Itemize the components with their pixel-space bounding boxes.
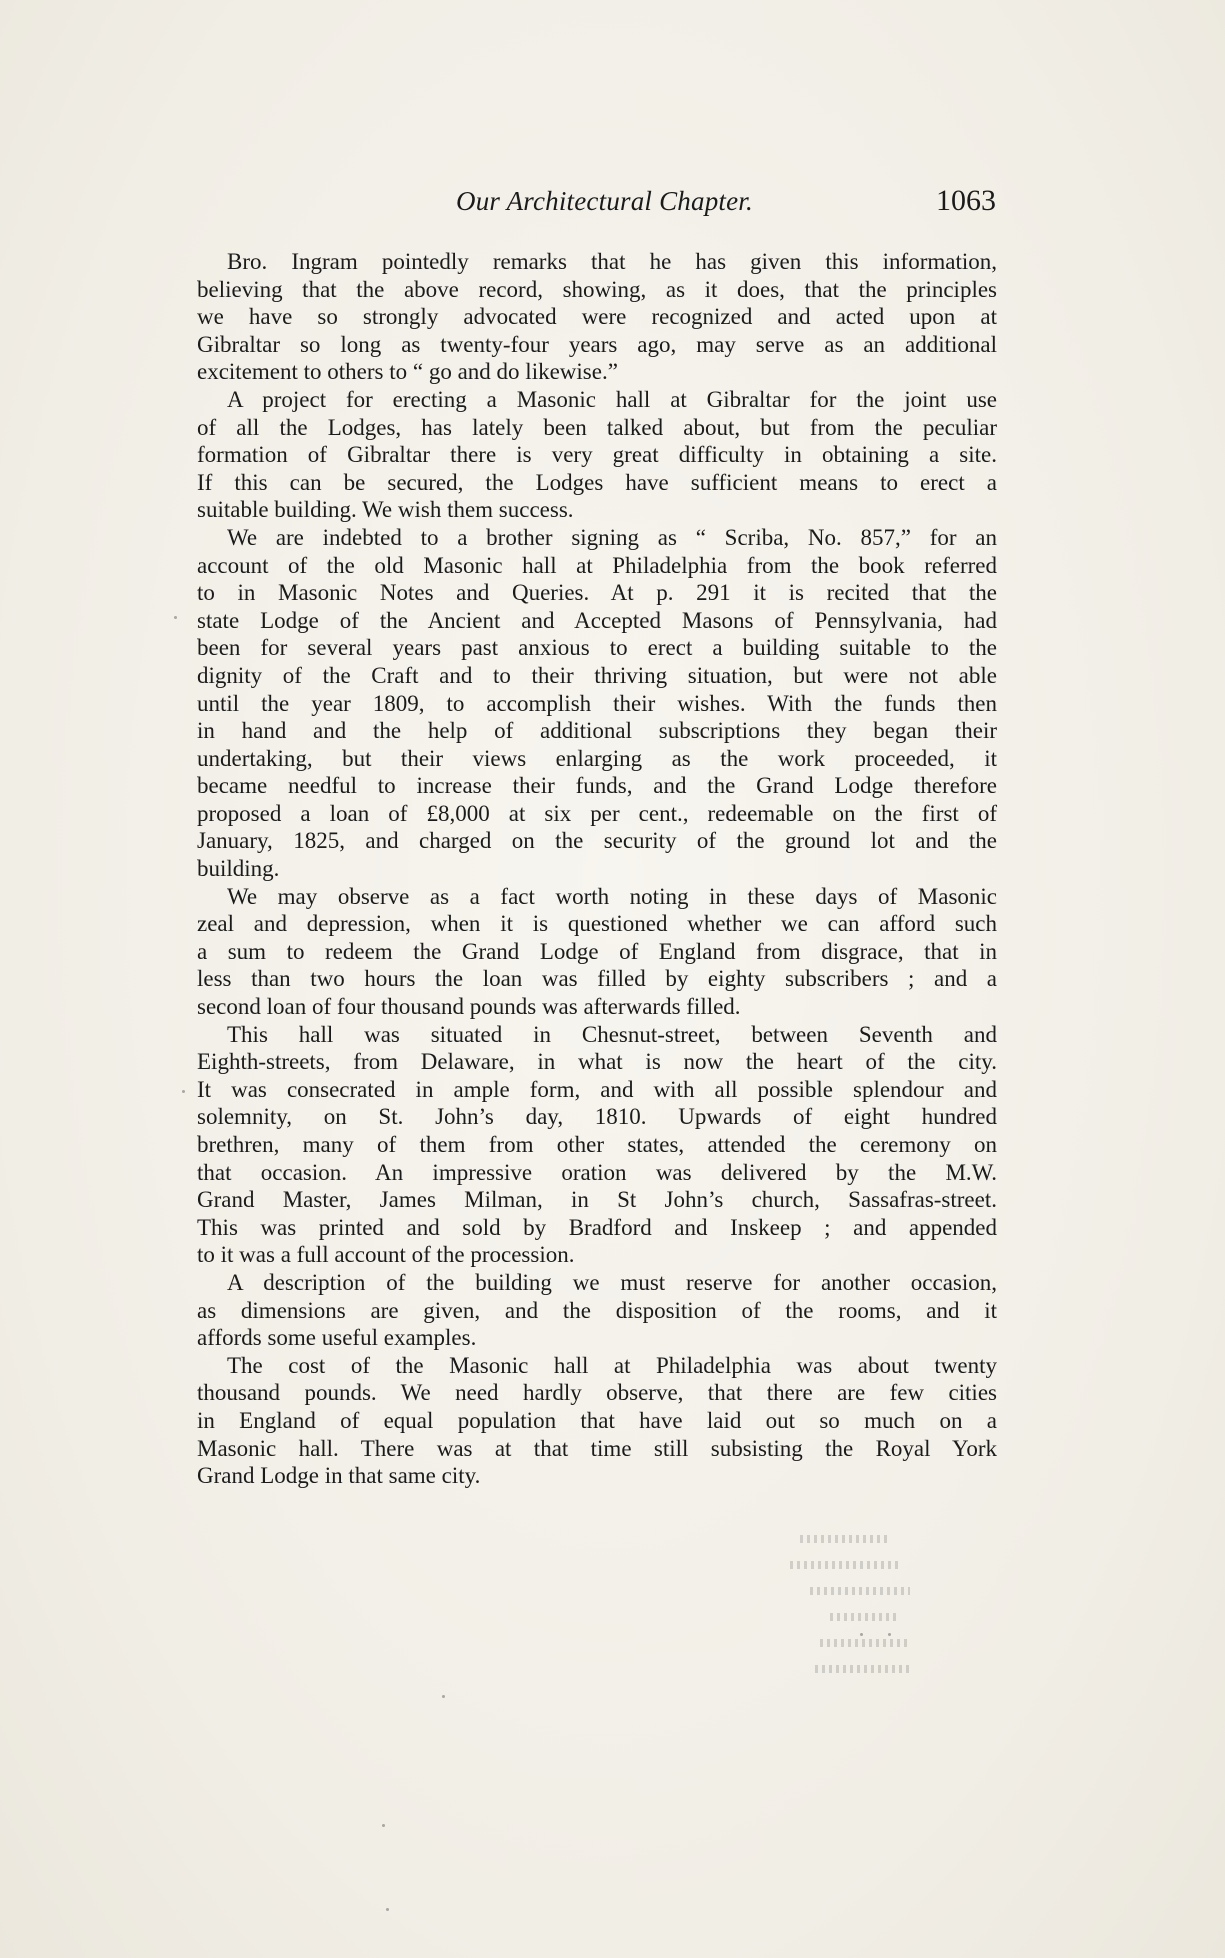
text-line: A description of the building we must reserve for another occasion, bbox=[227, 1269, 997, 1295]
text-line: a sum to redeem the Grand Lodge of England from disgrace, that in bbox=[197, 938, 997, 964]
text-line: in England of equal population that have laid out so much on a bbox=[197, 1407, 997, 1433]
text-line: until the year 1809, to accomplish their wishes. With the funds then bbox=[197, 690, 997, 716]
text-line: dignity of the Craft and to their thriving situation, but were not able bbox=[197, 662, 997, 688]
text-line: state Lodge of the Ancient and Accepted Masons of Pennsylvania, had bbox=[197, 607, 997, 633]
text-line: It was consecrated in ample form, and with all possible splendour and bbox=[197, 1076, 997, 1102]
text-line: as dimensions are given, and the disposition of the rooms, and it bbox=[197, 1297, 997, 1323]
text-line: If this can be secured, the Lodges have sufficient means to erect a bbox=[197, 469, 997, 495]
text-line: We are indebted to a brother signing as “ Scriba, No. 857,” for an bbox=[227, 524, 997, 550]
text-line: Bro. Ingram pointedly remarks that he has given this information, bbox=[227, 249, 997, 274]
text-line: zeal and depression, when it is questioned whether we can afford such bbox=[197, 911, 997, 937]
running-title: Our Architectural Chapter. bbox=[456, 186, 753, 216]
text-line: Masonic hall. There was at that time still subsisting the Royal York bbox=[197, 1435, 997, 1461]
text-line: A project for erecting a Masonic hall at Gibraltar for the joint use bbox=[227, 386, 997, 412]
text-line: that occasion. An impressive oration was delivered by the M.W. bbox=[197, 1159, 997, 1185]
text-line: The cost of the Masonic hall at Philadelphia was about twenty bbox=[227, 1352, 997, 1378]
speck bbox=[442, 1695, 445, 1698]
text-line: Grand Master, James Milman, in St John’s church, Sassafras-street. bbox=[197, 1187, 997, 1213]
text-line: affords some useful examples. bbox=[197, 1325, 477, 1351]
text-line: formation of Gibraltar there is very great difficulty in obtaining a site. bbox=[197, 442, 997, 468]
text-line: building. bbox=[197, 856, 280, 882]
text-line: we have so strongly advocated were recognized and acted upon at bbox=[197, 304, 997, 330]
show-through-marks bbox=[790, 1535, 990, 1775]
text-line: Gibraltar so long as twenty-four years ago, may serve as an additional bbox=[197, 331, 997, 357]
text-line: proposed a loan of £8,000 at six per cent., redeemable on the first of bbox=[197, 800, 997, 826]
text-line: undertaking, but their views enlarging as the work proceeded, it bbox=[197, 745, 997, 771]
text-line: of all the Lodges, has lately been talked about, but from the peculiar bbox=[197, 414, 997, 440]
text-line: to it was a full account of the procession. bbox=[197, 1242, 575, 1268]
speck bbox=[182, 1090, 185, 1093]
text-line: This hall was situated in Chesnut-street, between Seventh and bbox=[227, 1021, 997, 1047]
page-number: 1063 bbox=[936, 184, 996, 217]
text-line: excitement to others to “ go and do likewise.” bbox=[197, 359, 618, 385]
speck bbox=[174, 616, 177, 619]
speck bbox=[382, 1824, 385, 1827]
speck bbox=[386, 1908, 389, 1911]
text-line: became needful to increase their funds, and the Grand Lodge therefore bbox=[197, 773, 997, 799]
text-line: January, 1825, and charged on the security of the ground lot and the bbox=[197, 828, 997, 854]
text-line: to in Masonic Notes and Queries. At p. 291 it is recited that the bbox=[197, 580, 997, 606]
text-line: Eighth-streets, from Delaware, in what is now the heart of the city. bbox=[197, 1049, 997, 1075]
text-line: suitable building. We wish them success. bbox=[197, 497, 574, 523]
text-line: in hand and the help of additional subscriptions they began their bbox=[197, 718, 997, 744]
page-header bbox=[456, 186, 996, 226]
text-line: account of the old Masonic hall at Philadelphia from the book referred bbox=[197, 552, 997, 578]
text-line: been for several years past anxious to erect a building suitable to the bbox=[197, 635, 997, 661]
text-line: brethren, many of them from other states, attended the ceremony on bbox=[197, 1132, 997, 1157]
text-line: We may observe as a fact worth noting in these days of Masonic bbox=[227, 883, 997, 909]
text-line: less than two hours the loan was filled by eighty subscribers ; and a bbox=[197, 966, 997, 992]
text-line: believing that the above record, showing, as it does, that the principles bbox=[197, 276, 997, 302]
body-text bbox=[197, 248, 997, 1490]
text-line: second loan of four thousand pounds was afterwards filled. bbox=[197, 994, 741, 1020]
text-line: thousand pounds. We need hardly observe, that there are few cities bbox=[197, 1380, 997, 1406]
text-line: This was printed and sold by Bradford and Inskeep ; and appended bbox=[197, 1214, 997, 1240]
text-line: solemnity, on St. John’s day, 1810. Upwards of eight hundred bbox=[197, 1104, 997, 1130]
text-line: Grand Lodge in that same city. bbox=[197, 1463, 481, 1489]
